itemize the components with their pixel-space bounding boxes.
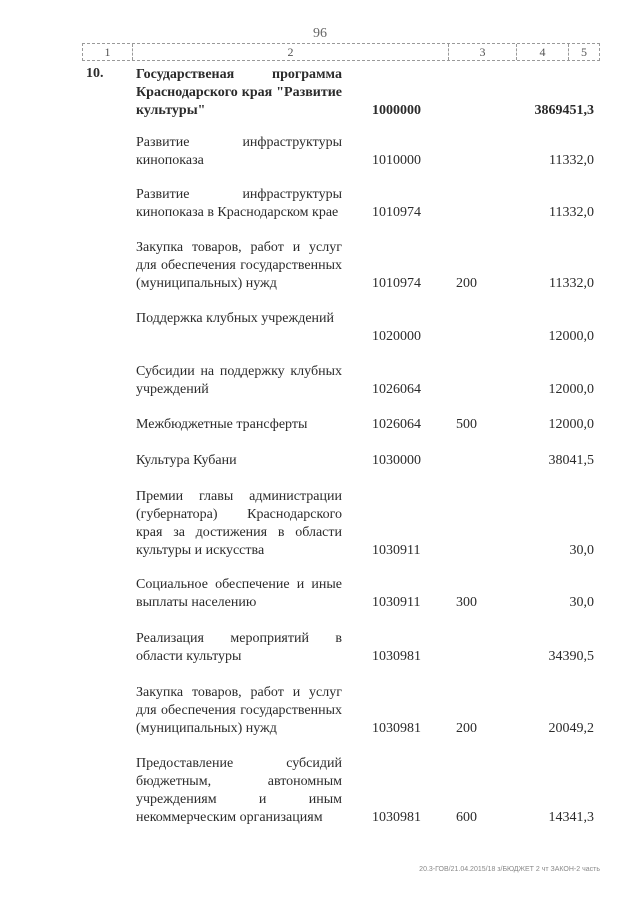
column-header-3: 3 [449,44,517,60]
row-code: 1030911 [372,543,421,558]
row-amount: 38041,5 [548,453,594,468]
row-vr: 300 [456,595,477,610]
row-code: 1010974 [372,205,421,220]
row-code: 1030000 [372,453,421,468]
row-vr: 200 [456,276,477,291]
row-amount: 11332,0 [549,276,594,291]
column-header-5: 5 [581,45,587,59]
row-amount: 14341,3 [548,810,594,825]
row-amount: 12000,0 [548,382,594,397]
row-name: Реализация мероприятий в области культуры [136,631,342,664]
page-number: 96 [313,26,327,41]
row-name: Развитие инфраструктуры кинопоказа в Краснодарском крае [136,187,342,220]
row-vr: 200 [456,721,477,736]
row-code: 1030981 [372,649,421,664]
row-name: Государственая программа Краснодарского края "Развитие культуры" [136,67,342,118]
row-amount: 11332,0 [549,205,594,220]
column-header-1: 1 [83,44,133,60]
row-code: 1020000 [372,329,421,344]
row-code: 1010000 [372,153,421,168]
row-number: 10. [86,66,104,81]
row-name: Межбюджетные трансферты [136,417,308,432]
row-code: 1030911 [372,595,421,610]
column-header-4: 4 [517,44,569,60]
row-name: Культура Кубани [136,453,237,468]
row-name: Субсидии на поддержку клубных учреждений [136,364,342,397]
row-code: 1010974 [372,276,421,291]
row-name: Развитие инфраструктуры кинопоказа [136,135,342,168]
row-name: Предоставление субсидий бюджетным, автономным учреждениям и иным некоммерческим организациям [136,756,342,825]
row-name: Социальное обеспечение и иные выплаты населению [136,577,342,610]
row-name: Премии главы администрации (губернатора) Краснодарского края за достижения в области культуры и искусства [136,489,342,558]
row-code: 1026064 [372,417,421,432]
row-code: 1030981 [372,810,421,825]
row-amount: 20049,2 [548,721,594,736]
row-amount: 30,0 [569,543,594,558]
row-amount: 12000,0 [548,417,594,432]
row-name: Закупка товаров, работ и услуг для обеспечения государственных (муниципальных) нужд [136,240,342,291]
row-code: 1000000 [372,103,421,118]
footer-file-path: 20.3-ГОВ/21.04.2015/18 з/БЮДЖЕТ 2 чт ЗАКОН-2 часть [419,866,600,873]
row-amount: 34390,5 [548,649,594,664]
row-amount: 30,0 [569,595,594,610]
row-amount: 3869451,3 [534,103,594,118]
row-vr: 500 [456,417,477,432]
row-code: 1030981 [372,721,421,736]
row-name: Закупка товаров, работ и услуг для обеспечения государственных (муниципальных) нужд [136,685,342,736]
row-code: 1026064 [372,382,421,397]
column-header-2: 2 [133,44,449,60]
row-amount: 11332,0 [549,153,594,168]
column-header-row [82,43,600,61]
row-name: Поддержка клубных учреждений [136,311,335,326]
row-amount: 12000,0 [548,329,594,344]
row-vr: 600 [456,810,477,825]
